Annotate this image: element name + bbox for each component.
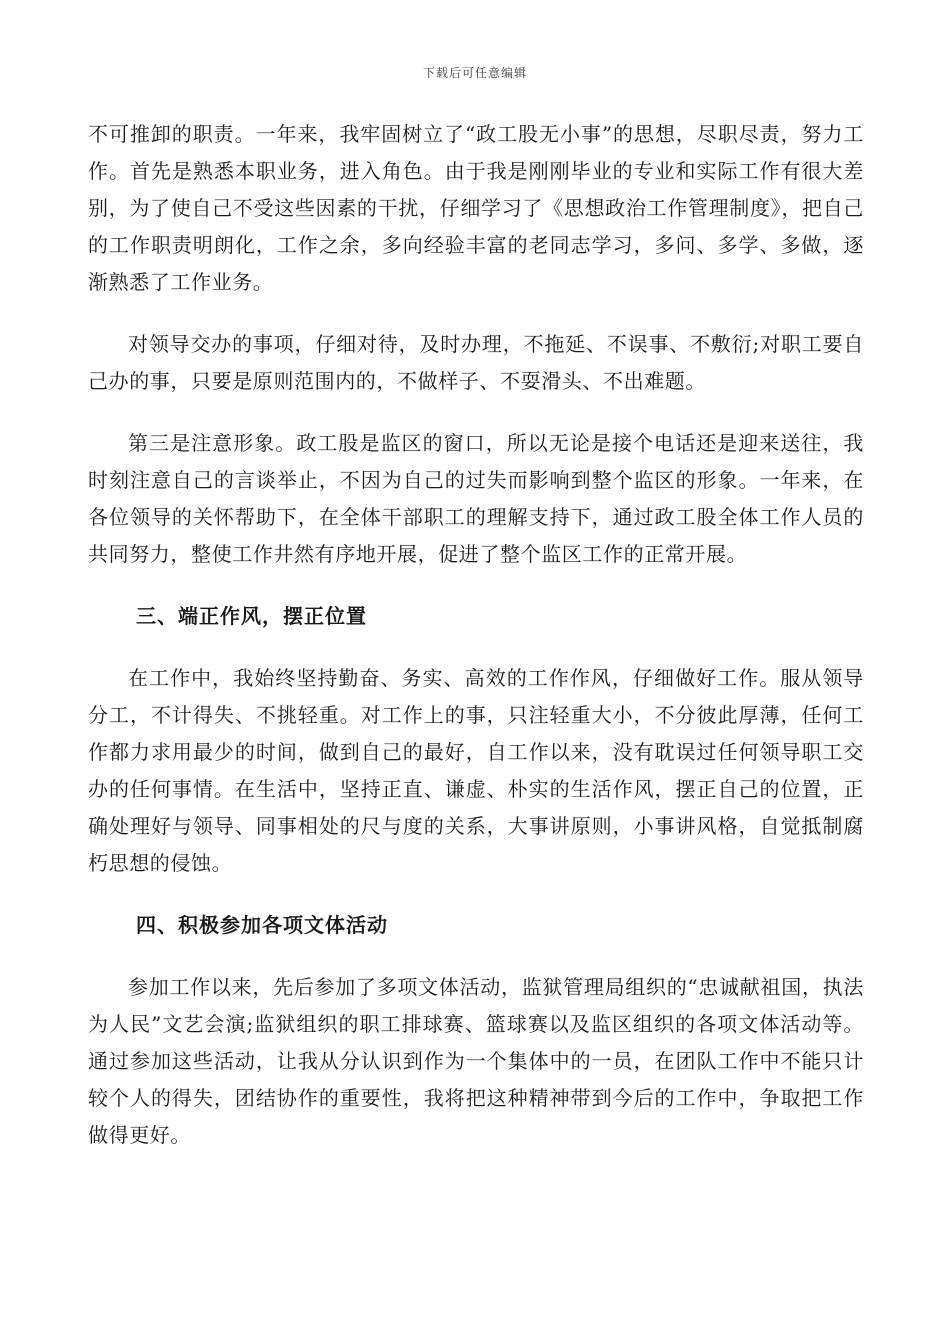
paragraph-image: 第三是注意形象。政工股是监区的窗口，所以无论是接个电话还是迎来送往，我时刻注意自己的言谈举止，不因为自己的过失而影响到整个监区的形象。一年来，在各位领导的关怀帮助下，在全体干部职工的理解支持下，通过政工股全体工作人员的共同努力，整使工作井然有序地开展，促进了整个监区工作的正常开展。 — [88, 431, 864, 566]
section-heading-three: 三、端正作风，摆正位置 — [136, 604, 367, 628]
paragraph-duties-continued: 不可推卸的职责。一年来，我牢固树立了“政工股无小事”的思想，尽职尽责，努力工作。首先是熟悉本职业务，进入角色。由于我是刚刚毕业的专业和实际工作有很大差别，为了使自己不受这些因素的干扰，仔细学习了《思想政治工作管理制度》，把自己的工作职责明朗化，工作之余，多向经验丰富的老同志学习，多问、多学、多做，逐渐熟悉了工作业务。 — [88, 122, 864, 294]
paragraph-work-style: 在工作中，我始终坚持勤奋、务实、高效的工作作风，仔细做好工作。服从领导分工，不计得失、不挑轻重。对工作上的事，只注轻重大小，不分彼此厚薄，任何工作都力求用最少的时间，做到自己的最好，自工作以来，没有耽误过任何领导职工交办的任何事情。在生活中，坚持正直、谦虚、朴实的生活作风，摆正自己的位置，正确处理好与领导、同事相处的尺与度的关系，大事讲原则，小事讲风格，自觉抵制腐朽思想的侵蚀。 — [88, 666, 864, 875]
paragraph-assigned-matters: 对领导交办的事项，仔细对待，及时办理，不拖延、不误事、不敷衍;对职工要自己办的事，只要是原则范围内的，不做样子、不耍滑头、不出难题。 — [88, 332, 864, 393]
page-header-note: 下载后可任意编辑 — [422, 66, 527, 80]
section-heading-four: 四、积极参加各项文体活动 — [136, 913, 388, 937]
paragraph-activities: 参加工作以来，先后参加了多项文体活动，监狱管理局组织的“忠诚献祖国，执法为人民”文艺会演;监狱组织的职工排球赛、篮球赛以及监区组织的各项文体活动等。通过参加这些活动，让我从分认识到作为一个集体中的一员，在团队工作中不能只计较个人的得失，团结协作的重要性，我将把这种精神带到今后的工作中，争取把工作做得更好。 — [88, 975, 864, 1147]
document-body — [88, 116, 864, 1179]
